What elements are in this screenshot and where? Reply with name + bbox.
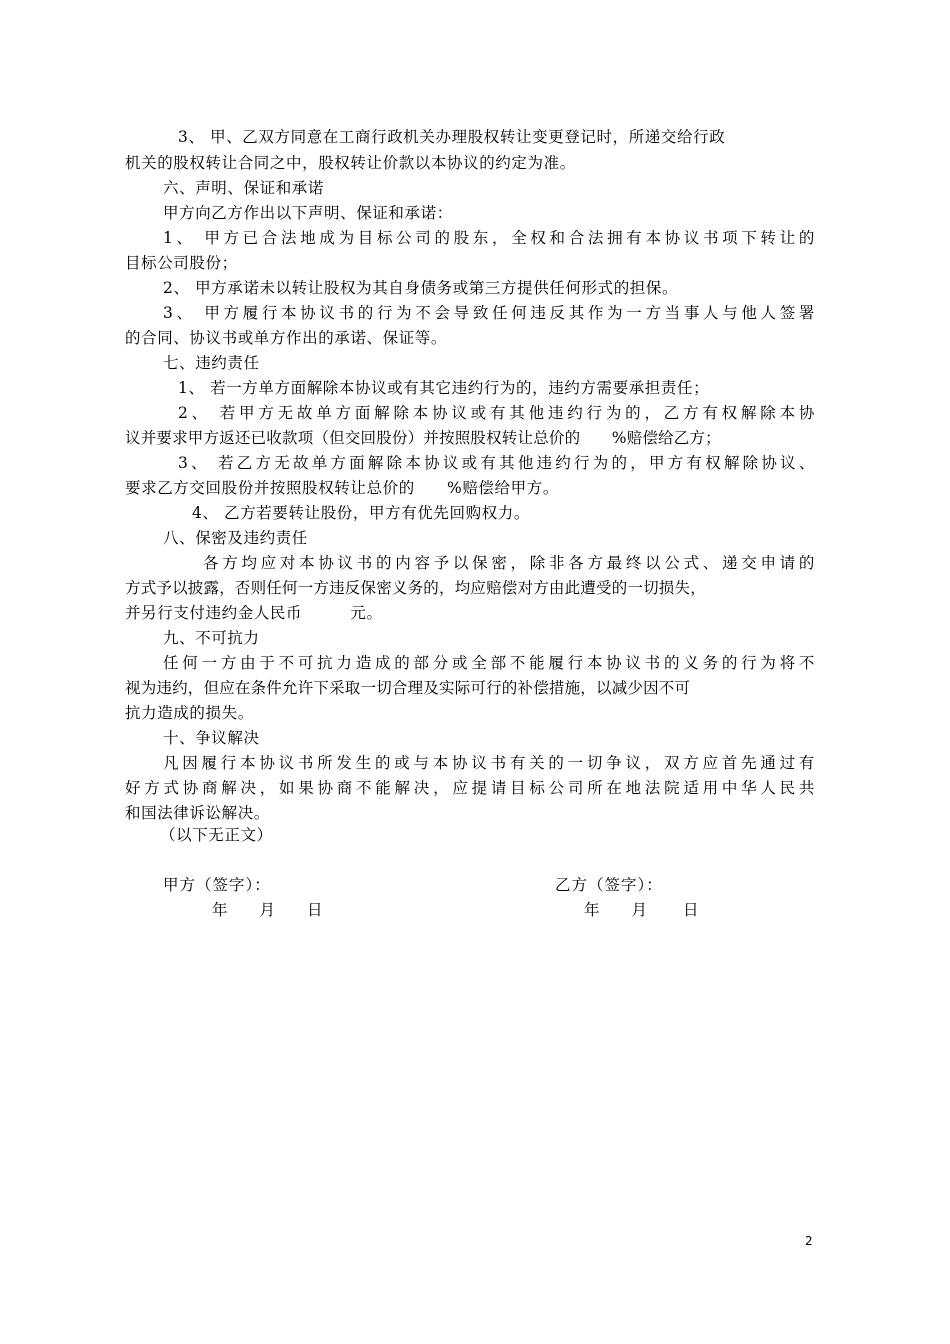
- party-b-signature-label: 乙方（签字）：: [555, 876, 663, 894]
- text-line: 3、 若乙方无故单方面解除本协议或有其他违约行为的，甲方有权解除协议、: [178, 454, 815, 472]
- text-line: 要求乙方交回股份并按照股权转让总价的 %赔偿给甲方。: [125, 479, 559, 497]
- date-month: 月: [259, 901, 276, 919]
- date-day: 日: [683, 901, 699, 919]
- section-heading: 九、不可抗力: [163, 629, 260, 647]
- text-line: 3、 甲、乙双方同意在工商行政机关办理股权转让变更登记时，所递交给行政: [178, 128, 726, 146]
- text-line: 1、 若一方单方面解除本协议或有其它违约行为的，违约方需要承担责任；: [178, 379, 710, 397]
- party-a-signature-label: 甲方（签字）：: [163, 876, 271, 894]
- section-heading: 八、保密及违约责任: [163, 529, 308, 547]
- text-line: 凡因履行本协议书所发生的或与本协议书有关的一切争议，双方应首先通过有: [163, 754, 815, 772]
- text-line: 1、 甲方已合法地成为目标公司的股东，全权和合法拥有本协议书项下转让的: [163, 229, 815, 247]
- text-line: 方式予以披露，否则任何一方违反保密义务的，均应赔偿对方由此遭受的一切损失，: [125, 579, 706, 597]
- text-line: 和国法律诉讼解决。: [125, 804, 270, 822]
- text-line: 3、 甲方履行本协议书的行为不会导致任何违反其作为一方当事人与他人签署: [163, 304, 815, 322]
- text-line: 各方均应对本协议书的内容予以保密，除非各方最终以公式、递交申请的: [203, 554, 815, 572]
- text-line: 好方式协商解决，如果协商不能解决，应提请目标公司所在地法院适用中华人民共: [125, 779, 815, 797]
- text-line: 机关的股权转让合同之中，股权转让价款以本协议的约定为准。: [125, 154, 576, 172]
- text-line: 并另行支付违约金人民币 元。: [125, 604, 383, 622]
- party-a-date: [212, 898, 323, 922]
- text-line: 2、 甲方承诺未以转让股权为其自身债务或第三方提供任何形式的担保。: [163, 279, 679, 297]
- text-line: 2、 若甲方无故单方面解除本协议或有其他违约行为的，乙方有权解除本协: [178, 404, 815, 422]
- page-number: 2: [805, 1234, 813, 1248]
- section-heading: 十、争议解决: [163, 729, 260, 747]
- date-year: 年: [584, 901, 600, 919]
- text-line: 视为违约，但应在条件允许下采取一切合理及实际可行的补偿措施，以减少因不可: [125, 679, 691, 697]
- text-line: 抗力造成的损失。: [125, 704, 254, 722]
- text-line: 任何一方由于不可抗力造成的部分或全部不能履行本协议书的义务的行为将不: [163, 654, 815, 672]
- section-heading: 六、声明、保证和承诺: [163, 179, 325, 197]
- date-month: 月: [631, 901, 648, 919]
- date-year: 年: [212, 901, 228, 919]
- text-line: 4、 乙方若要转让股份，甲方有优先回购权力。: [192, 504, 530, 522]
- date-day: 日: [307, 901, 323, 919]
- party-b-date: [584, 898, 699, 922]
- text-line: 目标公司股份；: [125, 254, 238, 272]
- section-heading: 七、违约责任: [163, 354, 260, 372]
- text-line: 议并要求甲方返还已收款项（但交回股份）并按照股权转让总价的 %赔偿给乙方；: [125, 429, 721, 447]
- text-line: （以下无正文）: [160, 826, 273, 844]
- text-line: 甲方向乙方作出以下声明、保证和承诺：: [163, 204, 453, 222]
- text-line: 的合同、协议书或单方作出的承诺、保证等。: [125, 329, 448, 347]
